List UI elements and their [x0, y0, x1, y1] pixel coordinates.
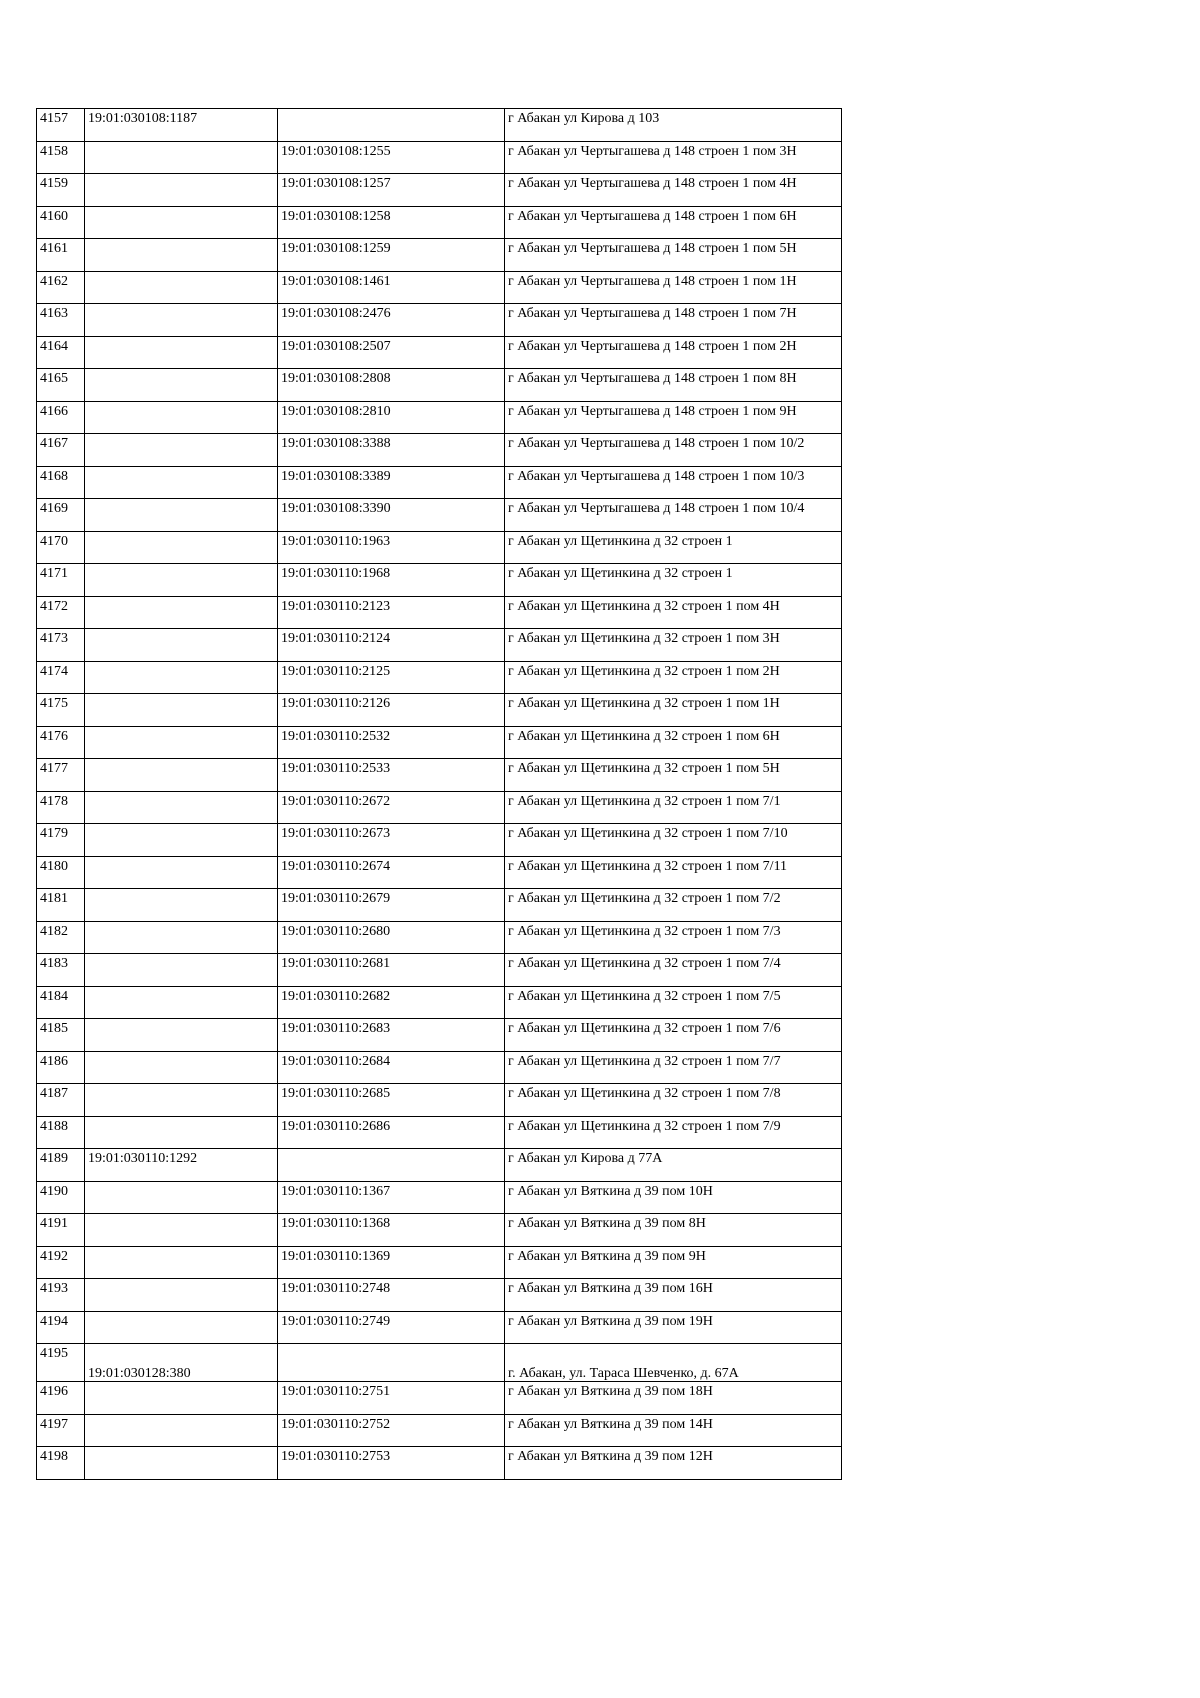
premises-cadastral-number-cell: [278, 1344, 505, 1382]
address-cell: г Абакан ул Чертыгашева д 148 строен 1 пом 1Н: [505, 271, 842, 304]
row-number-cell: 4191: [37, 1214, 85, 1247]
address-cell: г Абакан ул Вяткина д 39 пом 8Н: [505, 1214, 842, 1247]
table-row: [37, 661, 842, 694]
row-number-cell: 4182: [37, 921, 85, 954]
row-number-cell: 4162: [37, 271, 85, 304]
row-number-cell: 4174: [37, 661, 85, 694]
address-cell: г Абакан ул Вяткина д 39 пом 14Н: [505, 1414, 842, 1447]
parcel-cadastral-number-cell: [85, 1414, 278, 1447]
table-row: [37, 531, 842, 564]
table-row: [37, 1279, 842, 1312]
premises-cadastral-number-cell: 19:01:030110:2753: [278, 1447, 505, 1480]
parcel-cadastral-number-cell: [85, 694, 278, 727]
premises-cadastral-number-cell: 19:01:030110:1368: [278, 1214, 505, 1247]
premises-cadastral-number-cell: 19:01:030110:2124: [278, 629, 505, 662]
premises-cadastral-number-cell: 19:01:030108:2476: [278, 304, 505, 337]
address-cell: г. Абакан, ул. Тараса Шевченко, д. 67А: [505, 1344, 842, 1382]
table-row: [37, 791, 842, 824]
table-row: [37, 596, 842, 629]
address-cell: г Абакан ул Щетинкина д 32 строен 1 пом 7/2: [505, 889, 842, 922]
parcel-cadastral-number-cell: [85, 596, 278, 629]
row-number-cell: 4189: [37, 1149, 85, 1182]
address-cell: г Абакан ул Щетинкина д 32 строен 1 пом 7/6: [505, 1019, 842, 1052]
premises-cadastral-number-cell: 19:01:030110:2674: [278, 856, 505, 889]
address-cell: г Абакан ул Чертыгашева д 148 строен 1 пом 10/2: [505, 434, 842, 467]
table-row: [37, 564, 842, 597]
address-cell: г Абакан ул Вяткина д 39 пом 9Н: [505, 1246, 842, 1279]
parcel-cadastral-number-cell: [85, 369, 278, 402]
parcel-cadastral-number-cell: [85, 401, 278, 434]
row-number-cell: 4196: [37, 1382, 85, 1415]
premises-cadastral-number-cell: 19:01:030108:2507: [278, 336, 505, 369]
address-cell: г Абакан ул Чертыгашева д 148 строен 1 пом 9Н: [505, 401, 842, 434]
premises-cadastral-number-cell: 19:01:030108:1258: [278, 206, 505, 239]
parcel-cadastral-number-cell: [85, 1181, 278, 1214]
row-number-cell: 4166: [37, 401, 85, 434]
row-number-cell: 4194: [37, 1311, 85, 1344]
table-row: [37, 336, 842, 369]
address-cell: г Абакан ул Чертыгашева д 148 строен 1 пом 7Н: [505, 304, 842, 337]
parcel-cadastral-number-cell: 19:01:030128:380: [85, 1344, 278, 1382]
table-row: [37, 239, 842, 272]
row-number-cell: 4176: [37, 726, 85, 759]
premises-cadastral-number-cell: 19:01:030108:3390: [278, 499, 505, 532]
premises-cadastral-number-cell: 19:01:030108:3388: [278, 434, 505, 467]
table-row: [37, 986, 842, 1019]
row-number-cell: 4172: [37, 596, 85, 629]
row-number-cell: 4175: [37, 694, 85, 727]
parcel-cadastral-number-cell: [85, 141, 278, 174]
parcel-cadastral-number-cell: [85, 954, 278, 987]
parcel-cadastral-number-cell: [85, 1084, 278, 1117]
parcel-cadastral-number-cell: [85, 1214, 278, 1247]
premises-cadastral-number-cell: 19:01:030110:1369: [278, 1246, 505, 1279]
premises-cadastral-number-cell: 19:01:030110:2682: [278, 986, 505, 1019]
premises-cadastral-number-cell: 19:01:030110:2685: [278, 1084, 505, 1117]
premises-cadastral-number-cell: 19:01:030110:2680: [278, 921, 505, 954]
row-number-cell: 4164: [37, 336, 85, 369]
table-row: [37, 629, 842, 662]
address-cell: г Абакан ул Чертыгашева д 148 строен 1 пом 2Н: [505, 336, 842, 369]
address-cell: г Абакан ул Вяткина д 39 пом 16Н: [505, 1279, 842, 1312]
row-number-cell: 4190: [37, 1181, 85, 1214]
table-row: [37, 1116, 842, 1149]
parcel-cadastral-number-cell: [85, 206, 278, 239]
row-number-cell: 4165: [37, 369, 85, 402]
premises-cadastral-number-cell: 19:01:030110:2533: [278, 759, 505, 792]
parcel-cadastral-number-cell: [85, 531, 278, 564]
row-number-cell: 4188: [37, 1116, 85, 1149]
premises-cadastral-number-cell: [278, 109, 505, 142]
premises-cadastral-number-cell: 19:01:030110:2532: [278, 726, 505, 759]
address-cell: г Абакан ул Щетинкина д 32 строен 1: [505, 564, 842, 597]
parcel-cadastral-number-cell: [85, 661, 278, 694]
premises-cadastral-number-cell: 19:01:030108:1461: [278, 271, 505, 304]
premises-cadastral-number-cell: 19:01:030108:2808: [278, 369, 505, 402]
address-cell: г Абакан ул Щетинкина д 32 строен 1 пом 4Н: [505, 596, 842, 629]
table-row: [37, 759, 842, 792]
parcel-cadastral-number-cell: [85, 564, 278, 597]
parcel-cadastral-number-cell: [85, 629, 278, 662]
row-number-cell: 4167: [37, 434, 85, 467]
premises-cadastral-number-cell: 19:01:030110:2679: [278, 889, 505, 922]
address-cell: г Абакан ул Чертыгашева д 148 строен 1 пом 3Н: [505, 141, 842, 174]
premises-cadastral-number-cell: 19:01:030108:1255: [278, 141, 505, 174]
table-row: [37, 1214, 842, 1247]
row-number-cell: 4169: [37, 499, 85, 532]
row-number-cell: 4198: [37, 1447, 85, 1480]
table-row: [37, 889, 842, 922]
premises-cadastral-number-cell: 19:01:030108:2810: [278, 401, 505, 434]
row-number-cell: 4180: [37, 856, 85, 889]
address-cell: г Абакан ул Щетинкина д 32 строен 1 пом 7/8: [505, 1084, 842, 1117]
table-row: [37, 1246, 842, 1279]
parcel-cadastral-number-cell: [85, 239, 278, 272]
address-cell: г Абакан ул Кирова д 103: [505, 109, 842, 142]
row-number-cell: 4157: [37, 109, 85, 142]
parcel-cadastral-number-cell: [85, 434, 278, 467]
table-row: [37, 1311, 842, 1344]
parcel-cadastral-number-cell: [85, 726, 278, 759]
premises-cadastral-number-cell: 19:01:030110:2672: [278, 791, 505, 824]
row-number-cell: 4168: [37, 466, 85, 499]
address-cell: г Абакан ул Щетинкина д 32 строен 1 пом 7/4: [505, 954, 842, 987]
parcel-cadastral-number-cell: [85, 759, 278, 792]
table-row: [37, 1019, 842, 1052]
row-number-cell: 4177: [37, 759, 85, 792]
row-number-cell: 4179: [37, 824, 85, 857]
premises-cadastral-number-cell: 19:01:030108:1259: [278, 239, 505, 272]
premises-cadastral-number-cell: 19:01:030110:2748: [278, 1279, 505, 1312]
table-row: [37, 1447, 842, 1480]
premises-cadastral-number-cell: 19:01:030110:2751: [278, 1382, 505, 1415]
parcel-cadastral-number-cell: [85, 1246, 278, 1279]
row-number-cell: 4187: [37, 1084, 85, 1117]
address-cell: г Абакан ул Щетинкина д 32 строен 1 пом 7/11: [505, 856, 842, 889]
row-number-cell: 4173: [37, 629, 85, 662]
table-row: [37, 1382, 842, 1415]
parcel-cadastral-number-cell: [85, 304, 278, 337]
address-cell: г Абакан ул Щетинкина д 32 строен 1 пом 7/5: [505, 986, 842, 1019]
parcel-cadastral-number-cell: [85, 1019, 278, 1052]
parcel-cadastral-number-cell: 19:01:030108:1187: [85, 109, 278, 142]
row-number-cell: 4160: [37, 206, 85, 239]
row-number-cell: 4185: [37, 1019, 85, 1052]
address-cell: г Абакан ул Щетинкина д 32 строен 1 пом 6Н: [505, 726, 842, 759]
address-cell: г Абакан ул Щетинкина д 32 строен 1 пом 7/3: [505, 921, 842, 954]
address-cell: г Абакан ул Щетинкина д 32 строен 1 пом 7/1: [505, 791, 842, 824]
row-number-cell: 4161: [37, 239, 85, 272]
parcel-cadastral-number-cell: [85, 271, 278, 304]
premises-cadastral-number-cell: 19:01:030110:2125: [278, 661, 505, 694]
address-cell: г Абакан ул Щетинкина д 32 строен 1 пом 2Н: [505, 661, 842, 694]
address-cell: г Абакан ул Щетинкина д 32 строен 1 пом 1Н: [505, 694, 842, 727]
premises-cadastral-number-cell: 19:01:030110:2126: [278, 694, 505, 727]
row-number-cell: 4163: [37, 304, 85, 337]
table-row: [37, 369, 842, 402]
address-cell: г Абакан ул Щетинкина д 32 строен 1 пом 7/10: [505, 824, 842, 857]
table-row: [37, 954, 842, 987]
address-cell: г Абакан ул Чертыгашева д 148 строен 1 пом 5Н: [505, 239, 842, 272]
address-cell: г Абакан ул Вяткина д 39 пом 10Н: [505, 1181, 842, 1214]
registry-table-body: [37, 109, 842, 1480]
premises-cadastral-number-cell: 19:01:030110:2749: [278, 1311, 505, 1344]
table-row: [37, 271, 842, 304]
row-number-cell: 4192: [37, 1246, 85, 1279]
parcel-cadastral-number-cell: [85, 336, 278, 369]
address-cell: г Абакан ул Чертыгашева д 148 строен 1 пом 4Н: [505, 174, 842, 207]
parcel-cadastral-number-cell: [85, 1116, 278, 1149]
parcel-cadastral-number-cell: [85, 1311, 278, 1344]
parcel-cadastral-number-cell: [85, 174, 278, 207]
row-number-cell: 4171: [37, 564, 85, 597]
row-number-cell: 4195: [37, 1344, 85, 1382]
row-number-cell: 4184: [37, 986, 85, 1019]
table-row: [37, 824, 842, 857]
row-number-cell: 4186: [37, 1051, 85, 1084]
premises-cadastral-number-cell: 19:01:030110:2683: [278, 1019, 505, 1052]
table-row: [37, 109, 842, 142]
address-cell: г Абакан ул Вяткина д 39 пом 12Н: [505, 1447, 842, 1480]
premises-cadastral-number-cell: 19:01:030108:3389: [278, 466, 505, 499]
address-cell: г Абакан ул Кирова д 77А: [505, 1149, 842, 1182]
address-cell: г Абакан ул Щетинкина д 32 строен 1 пом 7/9: [505, 1116, 842, 1149]
row-number-cell: 4197: [37, 1414, 85, 1447]
parcel-cadastral-number-cell: [85, 856, 278, 889]
row-number-cell: 4158: [37, 141, 85, 174]
address-cell: г Абакан ул Щетинкина д 32 строен 1 пом 7/7: [505, 1051, 842, 1084]
parcel-cadastral-number-cell: [85, 1382, 278, 1415]
table-row: [37, 206, 842, 239]
row-number-cell: 4170: [37, 531, 85, 564]
table-row: [37, 499, 842, 532]
address-cell: г Абакан ул Чертыгашева д 148 строен 1 пом 10/4: [505, 499, 842, 532]
parcel-cadastral-number-cell: [85, 921, 278, 954]
table-row: [37, 726, 842, 759]
premises-cadastral-number-cell: [278, 1149, 505, 1182]
parcel-cadastral-number-cell: [85, 1447, 278, 1480]
premises-cadastral-number-cell: 19:01:030110:2686: [278, 1116, 505, 1149]
row-number-cell: 4178: [37, 791, 85, 824]
parcel-cadastral-number-cell: 19:01:030110:1292: [85, 1149, 278, 1182]
address-cell: г Абакан ул Щетинкина д 32 строен 1: [505, 531, 842, 564]
parcel-cadastral-number-cell: [85, 889, 278, 922]
address-cell: г Абакан ул Чертыгашева д 148 строен 1 пом 8Н: [505, 369, 842, 402]
premises-cadastral-number-cell: 19:01:030110:1968: [278, 564, 505, 597]
table-row: [37, 921, 842, 954]
premises-cadastral-number-cell: 19:01:030110:2684: [278, 1051, 505, 1084]
row-number-cell: 4181: [37, 889, 85, 922]
property-registry-table: [36, 108, 842, 1480]
address-cell: г Абакан ул Вяткина д 39 пом 18Н: [505, 1382, 842, 1415]
table-row: [37, 1414, 842, 1447]
row-number-cell: 4193: [37, 1279, 85, 1312]
address-cell: г Абакан ул Вяткина д 39 пом 19Н: [505, 1311, 842, 1344]
table-row: [37, 141, 842, 174]
table-row: [37, 434, 842, 467]
row-number-cell: 4159: [37, 174, 85, 207]
premises-cadastral-number-cell: 19:01:030110:2681: [278, 954, 505, 987]
premises-cadastral-number-cell: 19:01:030108:1257: [278, 174, 505, 207]
table-row: [37, 304, 842, 337]
address-cell: г Абакан ул Чертыгашева д 148 строен 1 пом 10/3: [505, 466, 842, 499]
table-row: [37, 466, 842, 499]
table-row: [37, 1181, 842, 1214]
table-row: [37, 856, 842, 889]
table-row: [37, 174, 842, 207]
parcel-cadastral-number-cell: [85, 1051, 278, 1084]
table-row: [37, 401, 842, 434]
premises-cadastral-number-cell: 19:01:030110:2752: [278, 1414, 505, 1447]
address-cell: г Абакан ул Щетинкина д 32 строен 1 пом 3Н: [505, 629, 842, 662]
table-row: [37, 1344, 842, 1382]
parcel-cadastral-number-cell: [85, 1279, 278, 1312]
address-cell: г Абакан ул Щетинкина д 32 строен 1 пом 5Н: [505, 759, 842, 792]
table-row: [37, 694, 842, 727]
premises-cadastral-number-cell: 19:01:030110:1963: [278, 531, 505, 564]
parcel-cadastral-number-cell: [85, 824, 278, 857]
parcel-cadastral-number-cell: [85, 791, 278, 824]
table-row: [37, 1051, 842, 1084]
table-row: [37, 1149, 842, 1182]
parcel-cadastral-number-cell: [85, 499, 278, 532]
parcel-cadastral-number-cell: [85, 466, 278, 499]
premises-cadastral-number-cell: 19:01:030110:1367: [278, 1181, 505, 1214]
row-number-cell: 4183: [37, 954, 85, 987]
premises-cadastral-number-cell: 19:01:030110:2123: [278, 596, 505, 629]
premises-cadastral-number-cell: 19:01:030110:2673: [278, 824, 505, 857]
table-row: [37, 1084, 842, 1117]
parcel-cadastral-number-cell: [85, 986, 278, 1019]
address-cell: г Абакан ул Чертыгашева д 148 строен 1 пом 6Н: [505, 206, 842, 239]
